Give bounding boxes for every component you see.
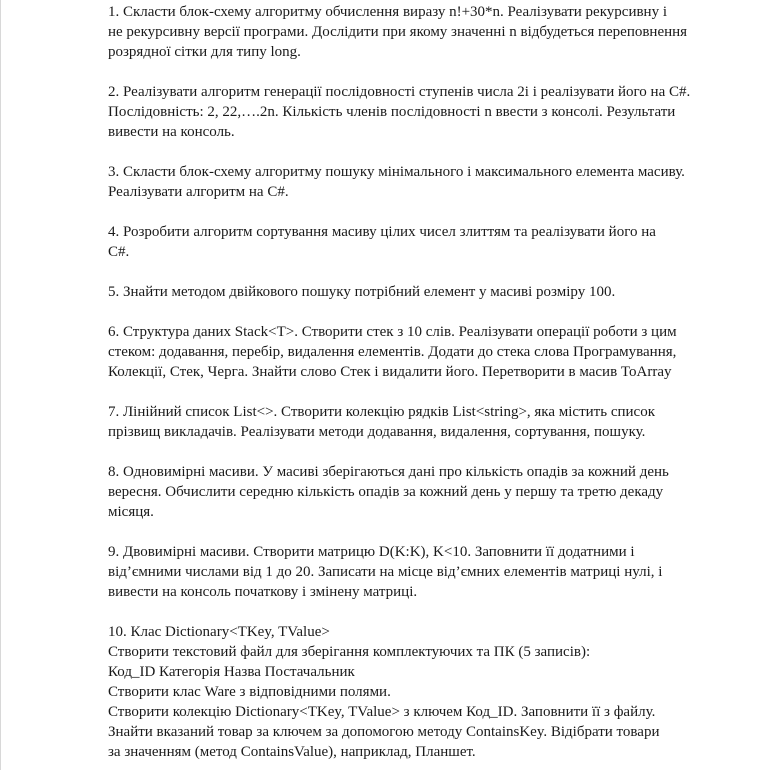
task-4-line-2: C#. [108, 244, 130, 260]
task-1-line-1: 1. Скласти блок-схему алгоритму обчислення виразу n!+30*n. Реалізувати рекурсивну і [108, 4, 668, 20]
task-1-line-2: не рекурсивну версії програми. Дослідити при якому значенні n відбудеться переповнення [108, 24, 688, 40]
task-6-line-2: стеком: додавання, перебір, видалення елементів. Додати до стека слова Програмування, [108, 344, 677, 360]
task-10-line-1: 10. Клас Dictionary<TKey, TValue> [108, 624, 330, 640]
task-5 [108, 282, 736, 302]
task-1-line-3: розрядної сітки для типу long. [108, 44, 301, 60]
task-6-line-1: 6. Структура даних Stack<T>. Створити стек з 10 слів. Реалізувати операції роботи з цим [108, 324, 677, 340]
task-10-line-2: Створити текстовий файл для зберігання комплектуючих та ПК (5 записів): [108, 644, 591, 660]
task-6 [108, 322, 736, 382]
task-1 [108, 2, 736, 62]
task-3-line-2: Реалізувати алгоритм на C#. [108, 184, 289, 200]
task-8-line-2: вересня. Обчислити середню кількість опадів за кожний день у першу та третю декаду [108, 484, 664, 500]
task-8 [108, 462, 736, 522]
task-10-line-3: Код_ID Категорія Назва Постачальник [108, 664, 355, 680]
task-10-line-6: Знайти вказаний товар за ключем за допомогою методу ContainsKey. Відібрати товари [108, 724, 660, 740]
task-9-line-3: вивести на консоль початкову і змінену матриці. [108, 584, 418, 600]
task-3-line-1: 3. Скласти блок-схему алгоритму пошуку мінімального і максимального елемента масиву. [108, 164, 685, 180]
task-2 [108, 82, 736, 142]
task-7-line-1: 7. Лінійний список List<>. Створити колекцію рядків List<string>, яка містить список [108, 404, 655, 420]
task-8-line-1: 8. Одновимірні масиви. У масиві зберігаються дані про кількість опадів за кожний день [108, 464, 669, 480]
task-5-line-1: 5. Знайти методом двійкового пошуку потрібний елемент у масиві розміру 100. [108, 284, 616, 300]
task-4 [108, 222, 736, 262]
task-4-line-1: 4. Розробити алгоритм сортування масиву цілих чисел злиттям та реалізувати його на [108, 224, 656, 240]
task-9-line-2: від’ємними числами від 1 до 20. Записати на місце від’ємних елементів матриці нулі, і [108, 564, 663, 580]
document-body [108, 2, 736, 782]
task-8-line-3: місяця. [108, 504, 154, 520]
task-7 [108, 402, 736, 442]
task-10 [108, 622, 736, 762]
task-2-line-1: 2. Реалізувати алгоритм генерації послідовності ступенів числа 2i і реалізувати його на С#. [108, 84, 691, 100]
task-9-line-1: 9. Двовимірні масиви. Створити матрицю D(K:K), K<10. Заповнити її додатними і [108, 544, 635, 560]
task-6-line-3: Колекції, Стек, Черга. Знайти слово Стек і видалити його. Перетворити в масив ToArray [108, 364, 672, 380]
task-10-line-5: Створити колекцію Dictionary<TKey, TValue> з ключем Код_ID. Заповнити її з файлу. [108, 704, 656, 720]
task-7-line-2: прізвищ викладачів. Реалізувати методи додавання, видалення, сортування, пошуку. [108, 424, 646, 440]
task-10-line-4: Створити клас Ware з відповідними полями. [108, 684, 391, 700]
task-3 [108, 162, 736, 202]
task-2-line-2: Послідовність: 2, 22,….2n. Кількість членів послідовності n ввести з консолі. Результати [108, 104, 676, 120]
task-9 [108, 542, 736, 602]
task-10-line-7: за значенням (метод ContainsValue), наприклад, Планшет. [108, 744, 476, 760]
task-2-line-3: вивести на консоль. [108, 124, 235, 140]
